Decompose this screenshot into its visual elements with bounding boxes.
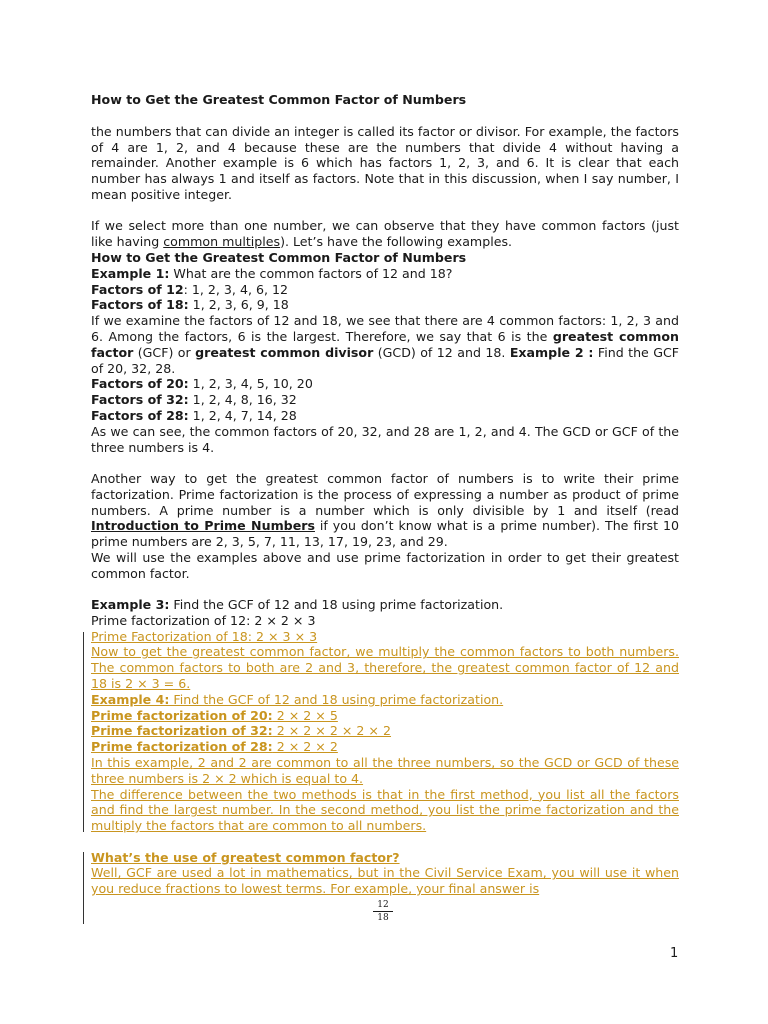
fraction-denominator: 18	[377, 913, 389, 923]
tracked-now-paragraph: Now to get the greatest common factor, we multiply the common factors to both numbers. The common factors to both are 2 and 3, therefore, the greatest common factor of 12 and 18 is 2 × 3 = 6.	[91, 644, 679, 692]
page-title: How to Get the Greatest Common Factor of Numbers	[91, 92, 467, 107]
factors-label: Factors of 12	[91, 281, 184, 297]
text-run: 1, 2, 3, 4, 5, 10, 20	[188, 376, 313, 392]
example-label: Example 1:	[91, 265, 170, 281]
text-run: If we examine the factors of 12 and 18, we see that there are 4 common factors: 1, 2, 3 and 6. Among the factors, 6 is the largest. Therefore, we say that 6 is the	[91, 313, 679, 344]
text-run: ). Let’s have the following examples.	[280, 234, 513, 250]
tracked-example-4	[91, 692, 679, 708]
prime-factorization-paragraph	[91, 471, 679, 550]
factors-32	[91, 392, 679, 408]
text-run: (GCF) or	[133, 344, 196, 360]
text-run: 2 × 2 × 2 × 2 × 2	[272, 723, 392, 739]
term-gcf: greatest common factor	[91, 328, 679, 360]
tracked-pf-18: Prime Factorization of 18: 2 × 3 × 3	[91, 628, 318, 644]
text-run: What are the common factors of 12 and 18?	[169, 265, 453, 281]
text-run: 2 × 2 × 2	[272, 739, 338, 755]
example-1-explanation	[91, 313, 679, 376]
factors-label: Prime factorization of 20:	[91, 707, 273, 723]
factors-20	[91, 376, 679, 392]
common-multiples-link[interactable]: common multiples	[163, 234, 281, 250]
example-2-conclusion: As we can see, the common factors of 20, 32, and 28 are 1, 2, and 4. The GCD or GCF of the three numbers is 4.	[91, 423, 679, 455]
example-label: Example 3:	[91, 597, 170, 613]
example-3	[91, 597, 679, 613]
factors-28	[91, 408, 679, 424]
factors-label: Factors of 32:	[91, 392, 189, 408]
tracked-use-heading: What’s the use of greatest common factor?	[91, 849, 400, 865]
text-run: Another way to get the greatest common factor of numbers is to write their prime factorization. Prime factorization is the process of expressing a number as product of prime numbers. A prime number is a number which is only divisible by 1 and itself (read	[91, 470, 679, 518]
intro-paragraph: the numbers that can divide an integer is called its factor or divisor. For example, the factors of 4 are 1, 2, and 4 because these are the numbers that divide 4 without having a remainder. Another example is 6 which has factors 1, 2, 3, and 6. It is clear that each number has always 1 and itself as factors. Note that in this discussion, when I say number, I mean positive integer.	[91, 123, 679, 202]
text-run: Find the GCF of 20, 32, 28.	[91, 344, 680, 376]
tracked-pf-20	[91, 708, 679, 724]
text-run: If we select more than one number, we can observe that they have common factors (just like having	[91, 218, 679, 250]
tracked-in-this-example: In this example, 2 and 2 are common to all the three numbers, so the GCD or GCD of these three numbers is 2 × 2 which is equal to 4.	[91, 755, 679, 786]
tracked-difference-paragraph: The difference between the two methods is that in the first method, you list all the factors and find the largest number. In the second method, you list the prime factorization and the multiply the factors that are common to all numbers.	[91, 786, 679, 834]
factors-label: Factors of 20:	[91, 376, 189, 392]
factors-12	[91, 282, 679, 298]
factors-label: Factors of 18:	[91, 297, 189, 313]
text-run: if you don’t know what is a prime number). The first 10 prime numbers are 2, 3, 5, 7, 11, 13, 17, 19, 23, and 29.	[91, 518, 679, 550]
common-factors-paragraph	[91, 218, 679, 250]
text-run: 1, 2, 4, 8, 16, 32	[188, 392, 297, 408]
method-paragraph: We will use the examples above and use prime factorization in order to get their greatest common factor.	[91, 549, 679, 581]
example-1	[91, 266, 679, 282]
fraction-numerator: 12	[373, 900, 393, 912]
term-gcd: greatest common divisor	[195, 344, 374, 360]
text-run: (GCD) of 12 and 18.	[373, 344, 510, 360]
document-body	[91, 92, 679, 897]
tracked-use-paragraph: Well, GCF are used a lot in mathematics, but in the Civil Service Exam, you will use it when you reduce fractions to lowest terms. For example, your final answer is	[91, 865, 679, 897]
text-run: : 1, 2, 3, 4, 6, 12	[183, 281, 289, 297]
text-run: Find the GCF of 12 and 18 using prime factorization.	[169, 691, 504, 707]
factors-label: Prime factorization of 32:	[91, 723, 273, 739]
tracked-pf-28	[91, 739, 679, 755]
change-bar	[83, 632, 84, 832]
example-label: Example 2 :	[509, 344, 594, 360]
page-number: 1	[670, 946, 679, 961]
factors-label: Prime factorization of 28:	[91, 739, 273, 755]
factors-18	[91, 297, 679, 313]
section-heading: How to Get the Greatest Common Factor of Numbers	[91, 249, 467, 265]
fraction-12-18	[373, 900, 393, 923]
text-run: Find the GCF of 12 and 18 using prime factorization.	[169, 597, 504, 613]
text-run: 1, 2, 3, 6, 9, 18	[188, 297, 289, 313]
prime-numbers-link[interactable]: Introduction to Prime Numbers	[91, 518, 315, 534]
change-bar	[83, 852, 84, 924]
text-run: 2 × 2 × 5	[272, 707, 338, 723]
factors-label: Factors of 28:	[91, 407, 189, 423]
example-label: Example 4:	[91, 691, 170, 707]
text-run: 1, 2, 4, 7, 14, 28	[188, 407, 297, 423]
prime-factorization-12: Prime factorization of 12: 2 × 2 × 3	[91, 612, 316, 628]
tracked-pf-32	[91, 723, 679, 739]
